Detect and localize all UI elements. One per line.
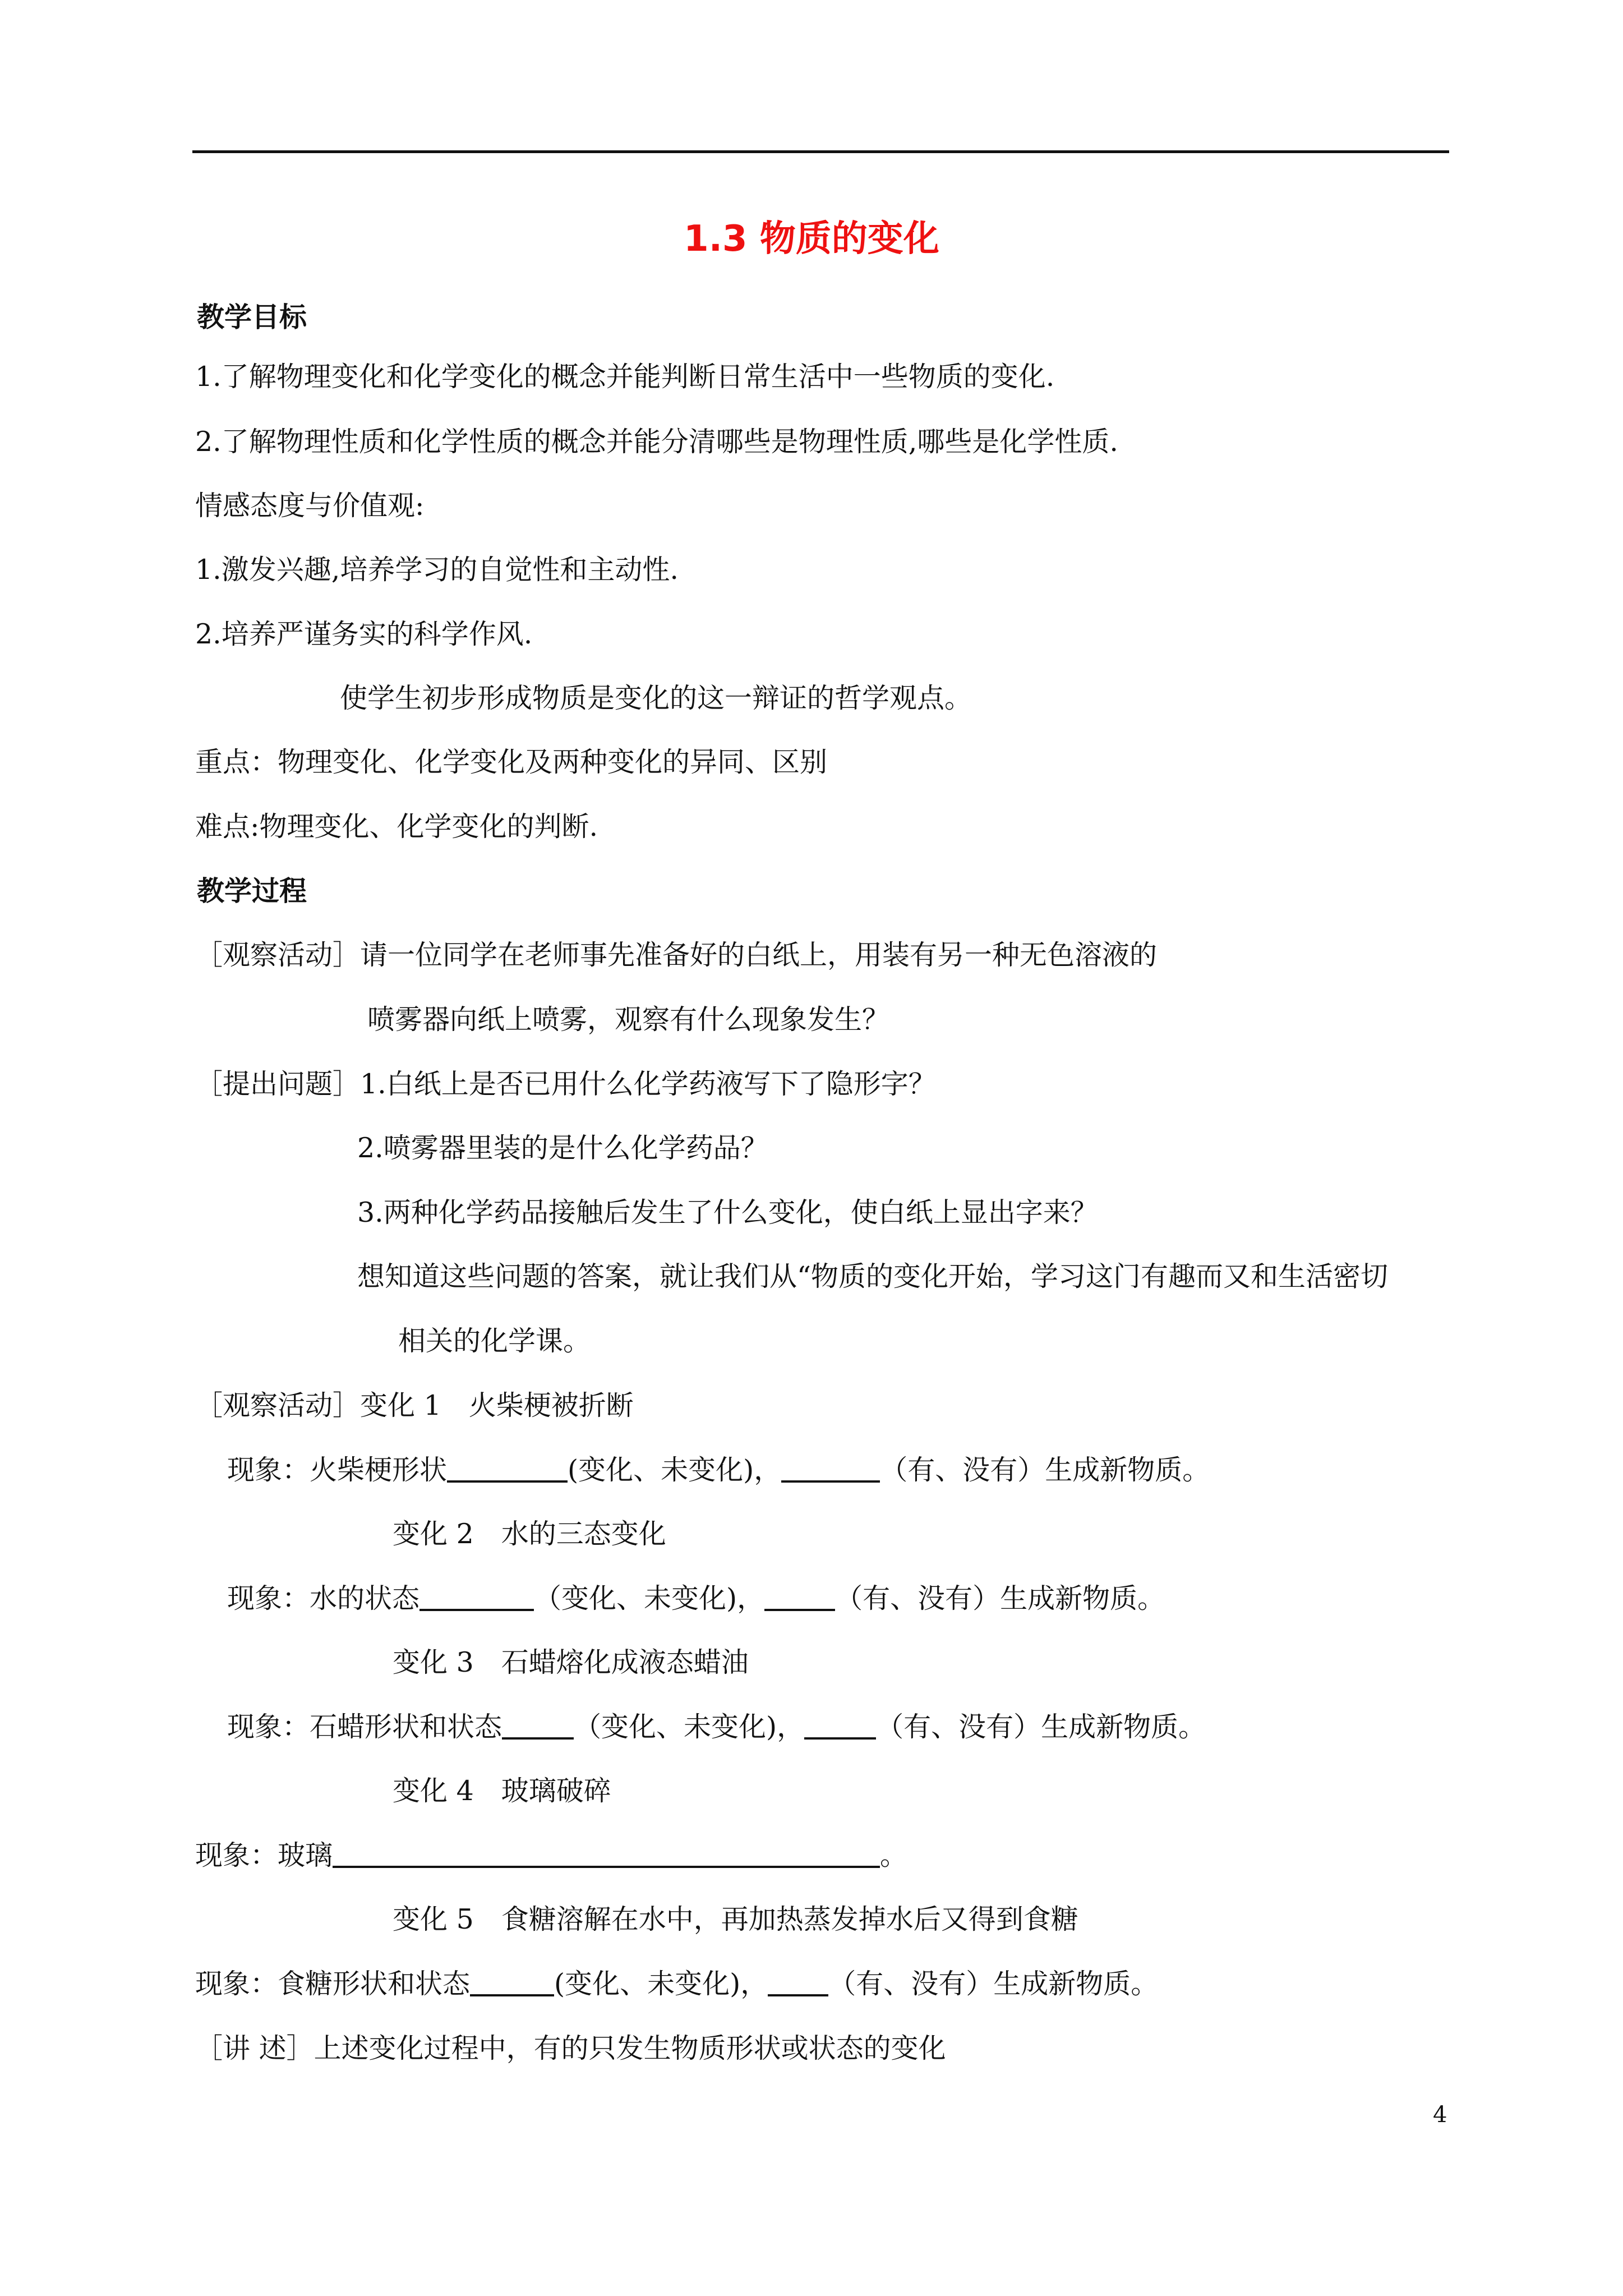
phenomenon-2-text: （变化、未变化)， — [534, 1582, 765, 1614]
phenomenon-1-text: 现象：火柴梗形状 — [227, 1454, 448, 1486]
fill-blank[interactable] — [804, 1737, 876, 1740]
phenomenon-2 — [227, 1579, 1165, 1619]
fill-blank[interactable] — [470, 1994, 554, 1996]
question-3: 3.两种化学药品接触后发生了什么变化，使白纸上显出字来？ — [357, 1197, 1098, 1228]
phenomenon-1-text: (变化、未变化)， — [568, 1454, 782, 1486]
attitude-1: 1.激发兴趣,培养学习的自觉性和主动性. — [195, 554, 679, 586]
attitude-3: 使学生初步形成物质是变化的这一辩证的哲学观点。 — [340, 682, 972, 714]
lesson-title: 1.3 物质的变化 — [684, 218, 939, 260]
goals-heading: 教学目标 — [197, 301, 307, 333]
fill-blank[interactable] — [419, 1609, 534, 1611]
intro-paragraph: 想知道这些问题的答案，就让我们从“物质的变化开始，学习这门有趣而又和生活密切 — [357, 1260, 1389, 1292]
attitude-2: 2.培养严谨务实的科学作风. — [195, 618, 533, 650]
goal-2: 2.了解物理性质和化学性质的概念并能分清哪些是物理性质,哪些是化学性质. — [195, 426, 1118, 458]
question-1: ［提出问题］1.白纸上是否已用什么化学药液写下了隐形字？ — [195, 1068, 936, 1100]
process-heading: 教学过程 — [197, 875, 307, 907]
fill-blank[interactable] — [333, 1866, 880, 1868]
key-point: 重点：物理变化、化学变化及两种变化的异同、区别 — [195, 746, 828, 778]
phenomenon-5-text: （有、没有）生成新物质。 — [828, 1968, 1159, 2000]
change-5: 变化 5 食糖溶解在水中，再加热蒸发掉水后又得到食糖 — [393, 1903, 1078, 1935]
page-number: 4 — [1433, 2102, 1447, 2128]
phenomenon-3 — [227, 1707, 1206, 1747]
phenomenon-2-text: （有、没有）生成新物质。 — [835, 1582, 1165, 1614]
phenomenon-4-text: 现象：玻璃 — [195, 1839, 333, 1871]
intro-paragraph-cont: 相关的化学课。 — [398, 1325, 591, 1357]
attitude-label: 情感态度与价值观: — [195, 490, 425, 522]
fill-blank[interactable] — [502, 1737, 574, 1740]
goal-1: 1.了解物理变化和化学变化的概念并能判断日常生活中一些物质的变化. — [195, 361, 1055, 393]
phenomenon-5-text: (变化、未变化)， — [554, 1968, 768, 2000]
question-2: 2.喷雾器里装的是什么化学药品？ — [357, 1132, 768, 1164]
change-3: 变化 3 石蜡熔化成液态蜡油 — [393, 1646, 749, 1678]
phenomenon-2-text: 现象：水的状态 — [227, 1582, 420, 1614]
fill-blank[interactable] — [447, 1480, 568, 1483]
fill-blank[interactable] — [764, 1609, 835, 1611]
phenomenon-3-text: （有、没有）生成新物质。 — [876, 1711, 1206, 1743]
phenomenon-5-text: 现象：食糖形状和状态 — [195, 1968, 471, 2000]
phenomenon-1-text: （有、没有）生成新物质。 — [880, 1454, 1210, 1486]
fill-blank[interactable] — [781, 1480, 880, 1483]
phenomenon-1 — [227, 1450, 1210, 1490]
difficulty: 难点:物理变化、化学变化的判断. — [195, 811, 598, 843]
phenomenon-4 — [195, 1835, 907, 1876]
change-2: 变化 2 水的三态变化 — [393, 1518, 666, 1550]
observe-activity-2: ［观察活动］变化 1 火柴梗被折断 — [195, 1389, 634, 1421]
phenomenon-4-text: 。 — [880, 1839, 908, 1871]
phenomenon-3-text: 现象：石蜡形状和状态 — [227, 1711, 502, 1743]
phenomenon-5 — [195, 1964, 1158, 2004]
fill-blank[interactable] — [768, 1994, 828, 1996]
observe-activity-1-cont: 喷雾器向纸上喷雾，观察有什么现象发生？ — [367, 1004, 890, 1036]
header-rule — [192, 150, 1449, 153]
lecture: ［讲 述］上述变化过程中，有的只发生物质形状或状态的变化 — [195, 2032, 946, 2064]
phenomenon-3-text: （变化、未变化)， — [574, 1711, 805, 1743]
observe-activity-1: ［观察活动］请一位同学在老师事先准备好的白纸上，用装有另一种无色溶液的 — [195, 939, 1158, 971]
change-4: 变化 4 玻璃破碎 — [393, 1775, 611, 1807]
